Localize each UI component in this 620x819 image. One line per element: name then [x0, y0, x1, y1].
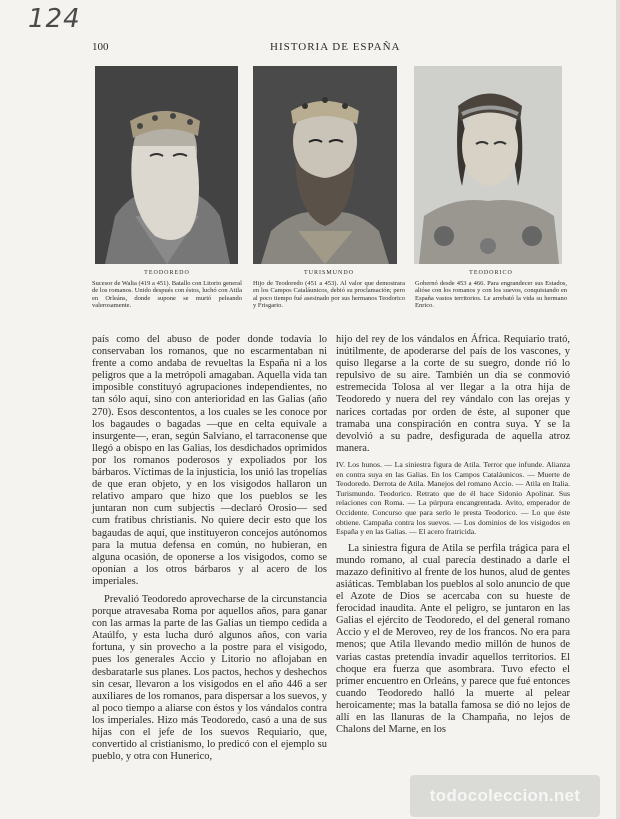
page-number: 100: [92, 41, 109, 53]
page-edge: [616, 0, 620, 819]
running-title: HISTORIA DE ESPAÑA: [270, 41, 401, 53]
caption-name: TEODOREDO: [144, 270, 190, 276]
left-column: [92, 334, 327, 763]
portrait-teodorico: [414, 66, 562, 264]
body-paragraph: La siniestra figura de Atila se perfila trágica para el mundo romano, al cual parecía destinado a darle el mazazo definitivo al frente de los hunos, alud de gentes asiáticas. Temblaban los pueblos al solo anuncio de que el Azote de Dios se acercaba con su hueste de ferocidad inaudita. Ante el peligro, se juntaron en las Galias el ejército de Teodoredo, el del general romano Accio y el de Meroveo, rey de los francos. No era para menos; que Atila llevando medio millón de hunos de varias castas pretendía invadir aquellos territorios. El choque era fuerza que asombrara. Tuvo efecto el primer encuentro en Orleáns, y parece que fué entonces cuando Teodoredo halló la muerte al pelear heroicamente; mas la batalla famosa se dió no lejos de allí en las llanuras de la Champaña, no lejos de Chalons del Marne, en los: [336, 542, 570, 736]
portrait-captions: [92, 270, 570, 330]
chapter-summary: IV. Los hunos. — La siniestra figura de Atila. Terror que infunde. Alianza en contra suya en las Galias. En los Campos Cataláunicos. — Muerte de Teodoredo. Derrota de Atila. Manejos del romano Accio. — Atila en Italia. Turismundo. Teodorico. Retrato que de él hace Sidonio Apolinar. Sus relaciones con Roma. — La púrpura encangrentada. Avito, emperador de Occidente. Concurso que para serlo le presta Teodorico. — Lo que éste obtiene. Campaña contra los suevos. — Los dominios de los visigodos en España y en las Galias. — El acero fratricida.: [336, 459, 570, 537]
portrait-teodoredo-image: [95, 66, 238, 264]
portrait-turismundo: [253, 66, 397, 264]
caption-text: Hijo de Teodoredo (451 a 453). Al valor que demostrara en los Campos Cataláunicos, debió su proclamación; pero al poco tiempo fué asesinado por sus hermanos Teodorico y Frisgario.: [253, 279, 405, 309]
body-paragraph: hijo del rey de los vándalos en África. Requiario trató, inútilmente, de apoderarse del país de los vascones, y quiso llegarse a la corte de su suegro, donde rió lo repulsivo de su aire. También un día se conmovió estremecida Tolosa al ver llegar a la otra hija de Teodoredo y nuera del rey vándalo con las orejas y narices cortadas por orden de éste, al suponer que tramaba una conspiración en contra suya. Y se la devolvió a su padre, desfigurada de aquella atroz manera.: [336, 334, 570, 454]
right-column: [336, 334, 570, 736]
portrait-teodoredo: [95, 66, 238, 264]
portrait-teodorico-image: [414, 66, 562, 264]
caption-teodorico: [415, 270, 567, 310]
caption-text: Gobernó desde 453 a 466. Para engrandecer sus Estados, alióse con los romanos y con los suevos, conquistando en España vastos territorios. Le arrebató la vida su hermano Enrico.: [415, 279, 567, 309]
portrait-gallery: [95, 66, 565, 266]
body-paragraph: país como del abuso de poder donde todavía lo conservaban los romanos, que no escarmentaban ni frente a como andaba de revueltas la España ni a los peligros que a la metrópoli amagaban. Aquella vida tan imposible constituyó agrupaciones independientes, no tan sólo aquí, sino con anterioridad en las Galias (año 270). Esos descontentos, a los cuales se les conoce por los bagaudes o bagadas —que en celta equivale a insurgente—, eran, según Salviano, el tarraconense que llegó a obispo en las Galias, los desdichados oprimidos por los romanos poderosos y expoliados por los bárbaros. Víctimas de la injusticia, los unió las tropelías de que eran objeto, y en los visigodos hallaron un relativo amparo que hizo que los pueblos se les juntaran non cum subjectis —declaró Orosio— sed cum fratibus christianis. No quiere decir esto que los bagaudas de aquí, que instituyeron concejos autónomos para la mutua defensa en común, no hubieran, en alguna ocasión, de oponerse a los visigodos, como se oponían a los otros bárbaros y al acero de los imperiales.: [92, 334, 327, 587]
body-paragraph: Prevalió Teodoredo aprovecharse de la circunstancia porque atravesaba Roma por aquellos años, para ganar con las armas la parte de las Galias un tiempo cedida a Ataúlfo, y esta lucha duró algunos años, con varia fortuna, y sin provecho a la postre para el visigodo, pues los generales Accio y Litorio no aflojaban en desbaratarle sus planes. Los pactos, hechos y deshechos sin cesar, llevaron a los visigodos en el año 446 a ser auxiliares de los romanos, para dispersar a los suevos, y al poco tiempo a aliarse con éstos y los vándalos contra los imperiales. Hizo más Teodoredo, casó a una de sus hijas con el jefe de los suevos Requiario, que, convertido al cristianismo, lo predicó con el ejemplo su pueblo, y otra con Hunerico,: [92, 593, 327, 763]
caption-teodoredo: [92, 270, 242, 310]
portrait-turismundo-image: [253, 66, 397, 264]
caption-name: TURISMUNDO: [303, 270, 354, 276]
handwritten-page-number: 124: [28, 4, 81, 34]
caption-turismundo: [253, 270, 405, 310]
caption-name: TEODORICO: [469, 270, 513, 276]
watermark-logo: todocoleccion.net: [410, 775, 600, 817]
caption-text: Sucesor de Walia (419 a 451). Batallo con Litorio general de los romanos. Unido después con éstos, luchó con Atila en Orleáns, donde supone se murió peleando valerosamente.: [92, 279, 242, 309]
